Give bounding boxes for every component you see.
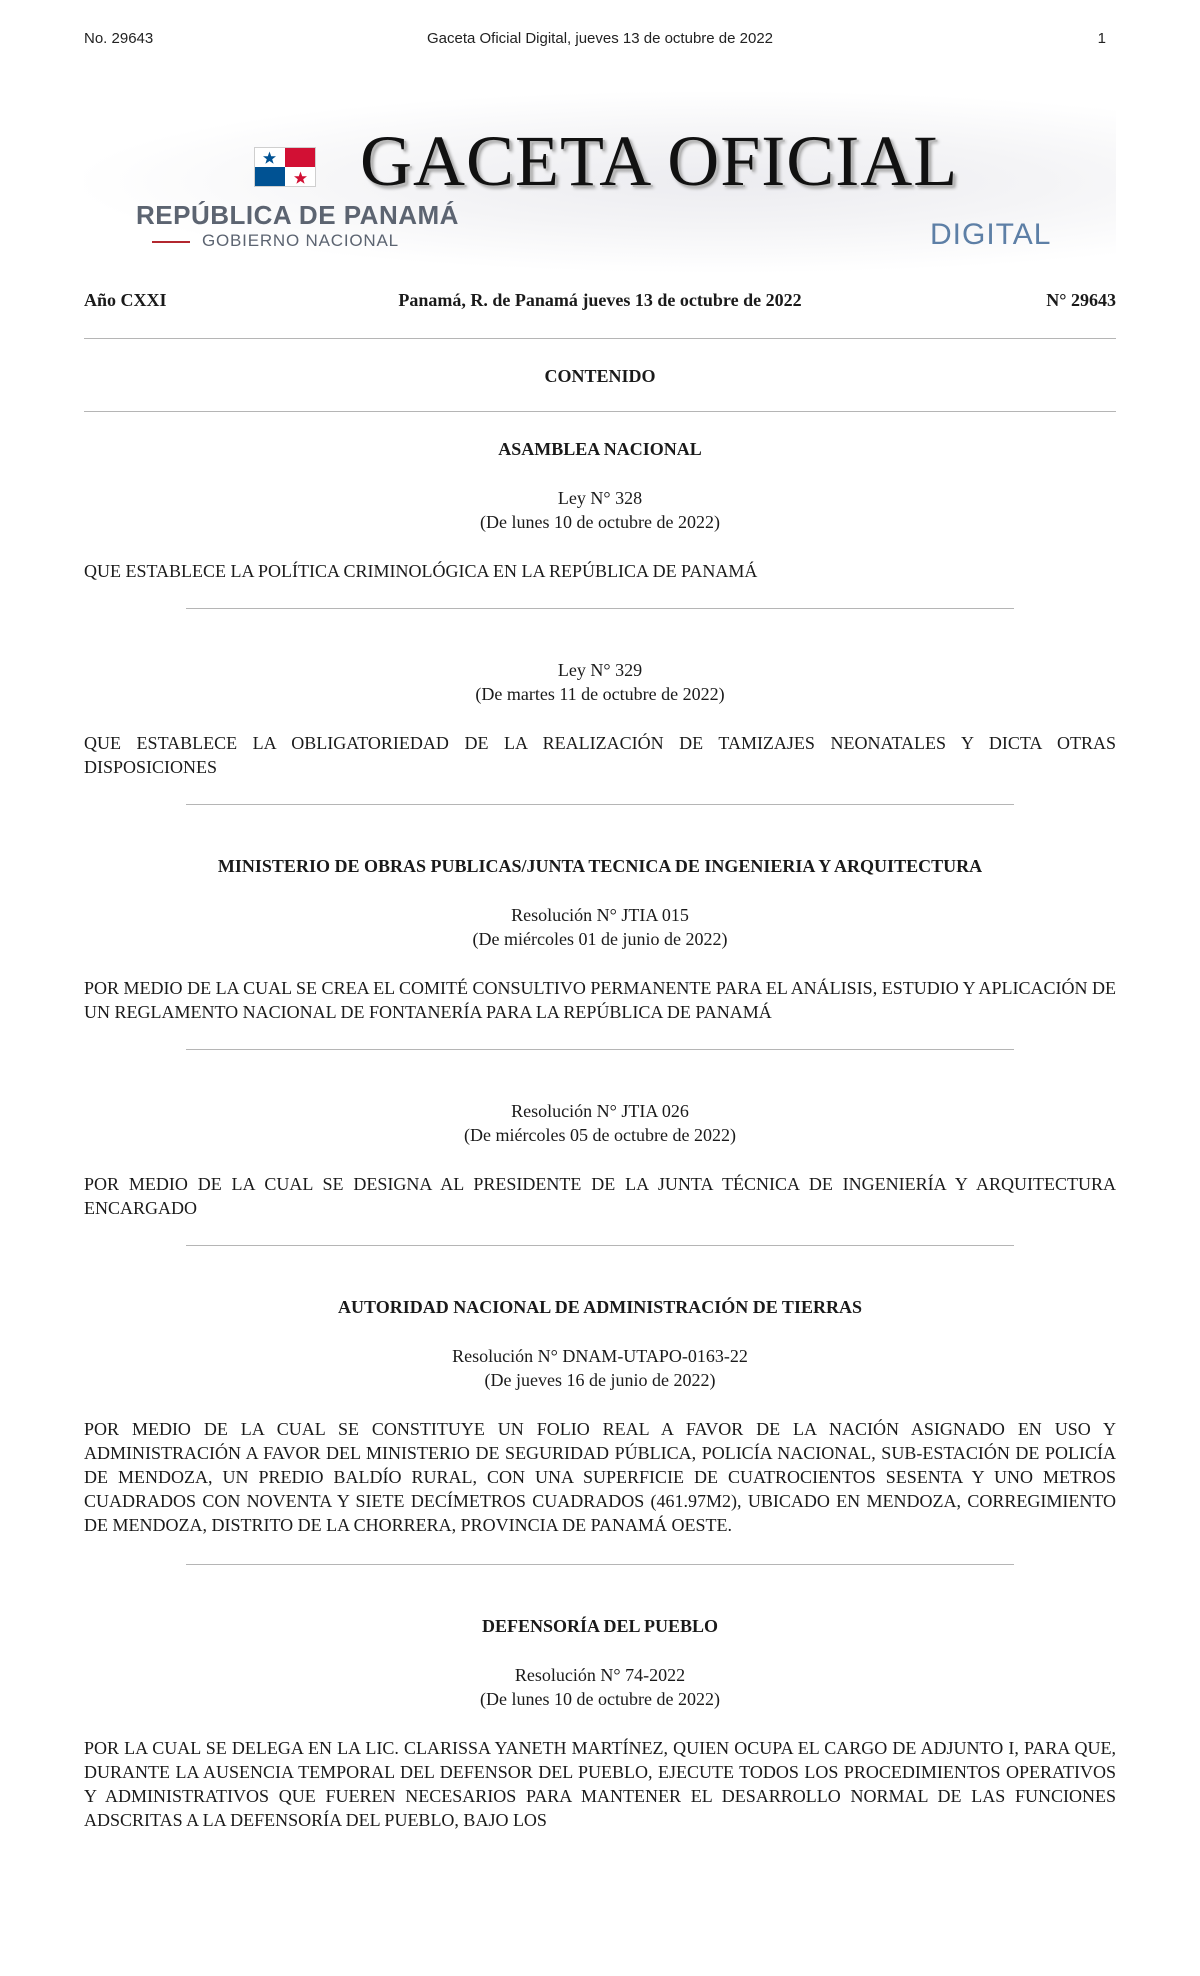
masthead-title: GACETA OFICIAL	[360, 121, 959, 201]
issue-number-bold: N° 29643	[1046, 290, 1116, 310]
section-heading: MINISTERIO DE OBRAS PUBLICAS/JUNTA TECNICA DE INGENIERIA Y ARQUITECTURA	[217, 856, 983, 876]
page-number: 1	[1097, 30, 1106, 47]
entry-description: POR MEDIO DE LA CUAL SE CONSTITUYE UN FOLIO REAL A FAVOR DE LA NACIÓN ASIGNADO EN USO Y ADMINISTRACIÓN A FAVOR DEL MINISTERIO DE SEGURIDAD PÚBLICA, POLICÍA NACIONAL, SUB-ESTACIÓN DE POLICÍA DE MENDOZA, UN PREDIO BALDÍO RURAL, CON UNA SUPERFICIE DE CUATROCIENTOS SESENTA Y UNO METROS CUADRADOS CON NOVENTA Y SIETE DECÍMETROS CUADRADOS (461.97M2), UBICADO EN MENDOZA, CORREGIMIENTO DE MENDOZA, DISTRITO DE LA CHORRERA, PROVINCIA DE PANAMÁ OESTE.	[84, 1419, 1116, 1535]
issue-info-bar	[84, 290, 1116, 314]
government-label: GOBIERNO NACIONAL	[202, 231, 399, 250]
section-heading: DEFENSORÍA DEL PUEBLO	[481, 1616, 719, 1636]
entry-divider	[186, 804, 1014, 805]
digital-label: DIGITAL	[930, 218, 1052, 251]
contents-title: CONTENIDO	[544, 366, 656, 386]
entry-title: Resolución N° 74-2022	[514, 1665, 686, 1685]
entry-title: Resolución N° DNAM-UTAPO-0163-22	[452, 1346, 748, 1366]
divider	[84, 338, 1116, 339]
entry-title: Ley N° 328	[557, 488, 643, 508]
issue-date: Panamá, R. de Panamá jueves 13 de octubre de 2022	[398, 290, 802, 310]
divider	[84, 411, 1116, 412]
entry-date: (De miércoles 01 de junio de 2022)	[472, 929, 728, 949]
entry-date: (De miércoles 05 de octubre de 2022)	[464, 1125, 736, 1145]
issue-year: Año CXXI	[84, 290, 167, 310]
issue-number: No. 29643	[84, 30, 154, 47]
panama-flag-icon	[254, 147, 316, 187]
entry-description: QUE ESTABLECE LA POLÍTICA CRIMINOLÓGICA EN LA REPÚBLICA DE PANAMÁ	[84, 561, 758, 581]
entry-description: POR MEDIO DE LA CUAL SE DESIGNA AL PRESIDENTE DE LA JUNTA TÉCNICA DE INGENIERÍA Y ARQUITECTURA ENCARGADO	[84, 1174, 1116, 1218]
entry-date: (De jueves 16 de junio de 2022)	[484, 1370, 716, 1390]
entry-divider	[186, 608, 1014, 609]
page-header	[84, 30, 1116, 54]
entry-date: (De lunes 10 de octubre de 2022)	[480, 512, 720, 532]
entry-divider	[186, 1564, 1014, 1565]
header-title: Gaceta Oficial Digital, jueves 13 de octubre de 2022	[426, 30, 774, 47]
entry-divider	[186, 1245, 1014, 1246]
government-accent-line	[152, 241, 190, 243]
entry-date: (De lunes 10 de octubre de 2022)	[480, 1689, 720, 1709]
section-heading: ASAMBLEA NACIONAL	[498, 439, 702, 459]
entry-title: Resolución N° JTIA 015	[511, 905, 689, 925]
entry-divider	[186, 1049, 1014, 1050]
entry-description: QUE ESTABLECE LA OBLIGATORIEDAD DE LA REALIZACIÓN DE TAMIZAJES NEONATALES Y DICTA OTRAS DISPOSICIONES	[84, 733, 1116, 777]
entry-date: (De martes 11 de octubre de 2022)	[475, 684, 725, 704]
entry-description: POR MEDIO DE LA CUAL SE CREA EL COMITÉ CONSULTIVO PERMANENTE PARA EL ANÁLISIS, ESTUDIO Y APLICACIÓN DE UN REGLAMENTO NACIONAL DE FONTANERÍA PARA LA REPÚBLICA DE PANAMÁ	[84, 978, 1116, 1022]
masthead	[84, 92, 1116, 272]
republic-label: REPÚBLICA DE PANAMÁ	[136, 200, 459, 230]
section-heading: AUTORIDAD NACIONAL DE ADMINISTRACIÓN DE TIERRAS	[338, 1297, 862, 1317]
entry-description: POR LA CUAL SE DELEGA EN LA LIC. CLARISSA YANETH MARTÍNEZ, QUIEN OCUPA EL CARGO DE ADJUNTO I, PARA QUE, DURANTE LA AUSENCIA TEMPORAL DEL DEFENSOR DEL PUEBLO, EJECUTE TODOS LOS PROCEDIMIENTOS OPERATIVOS Y ADMINISTRATIVOS QUE FUEREN NECESARIOS PARA MANTENER EL DESARROLLO NORMAL DE LAS FUNCIONES ADSCRITAS A LA DEFENSORÍA DEL PUEBLO, BAJO LOS	[84, 1738, 1116, 1830]
entry-title: Ley N° 329	[557, 660, 643, 680]
entry-title: Resolución N° JTIA 026	[511, 1101, 689, 1121]
